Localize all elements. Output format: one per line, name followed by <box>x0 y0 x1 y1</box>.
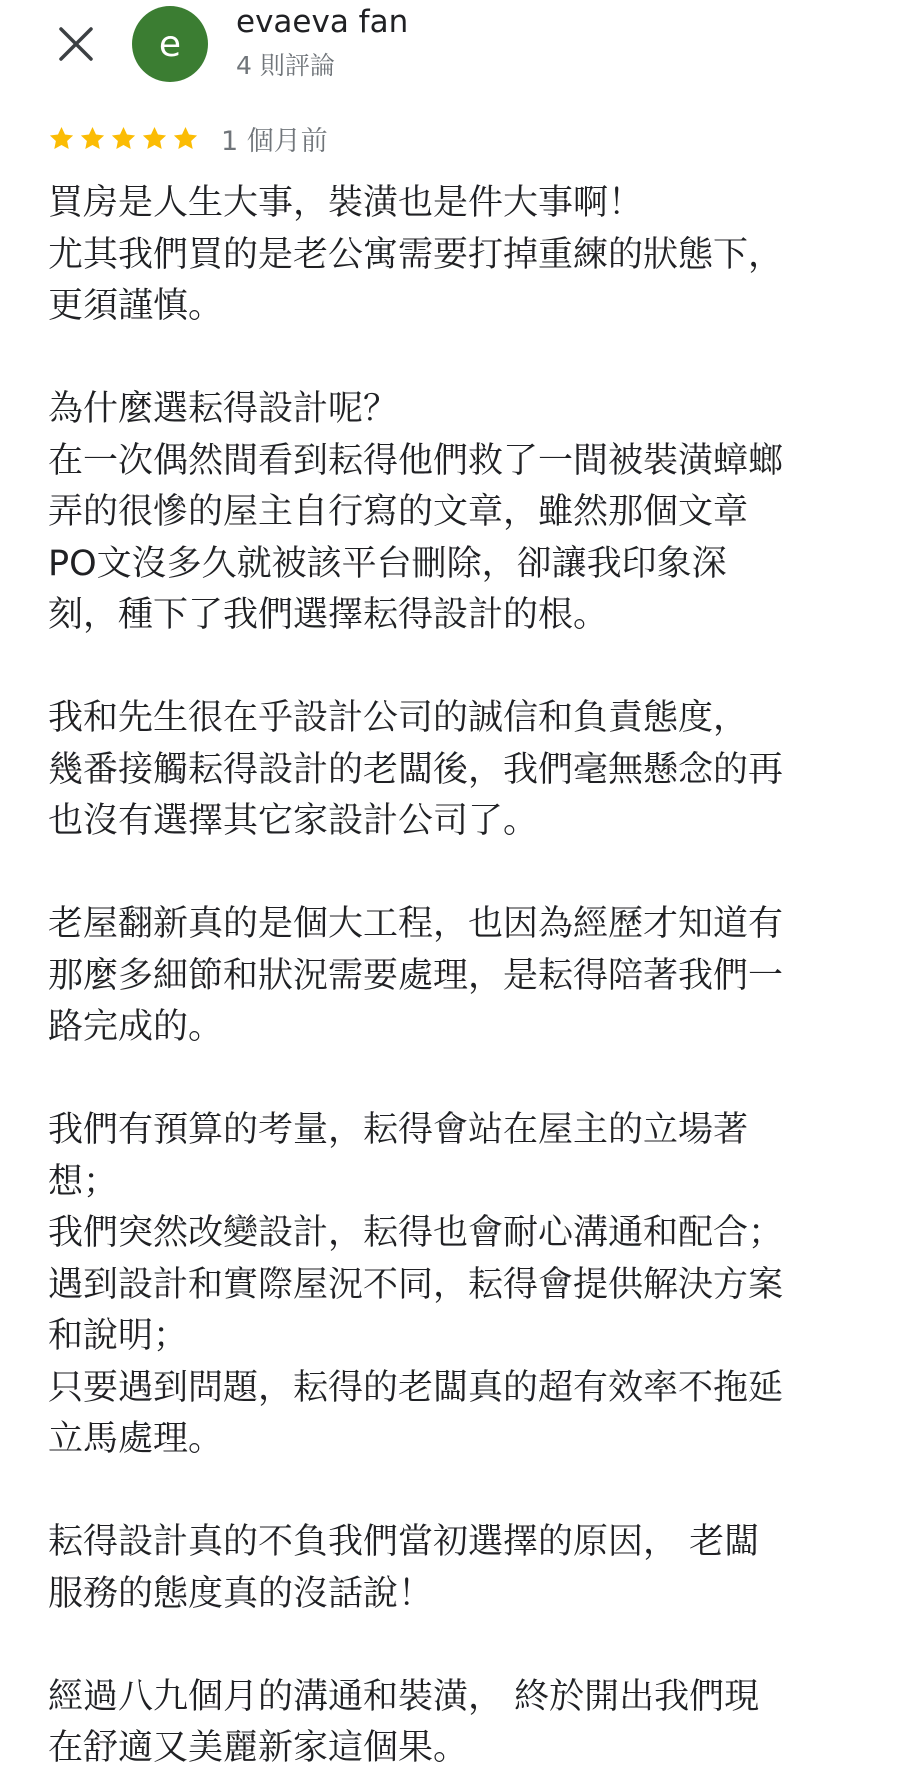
close-icon[interactable] <box>58 26 94 66</box>
review-line: 在一次偶然間看到耘得他們救了一間被裝潢蟑螂 <box>48 440 784 481</box>
review-line: 只要遇到問題，耘得的老闆真的超有效率不拖延 <box>48 1367 784 1408</box>
review-line: 那麼多細節和狀況需要處理，是耘得陪著我們一 <box>48 955 784 996</box>
review-line: 幾番接觸耘得設計的老闆後，我們毫無懸念的再 <box>48 749 784 790</box>
review-line: 在舒適又美麗新家這個果。 <box>48 1728 469 1768</box>
review-count[interactable]: 4 則評論 <box>236 51 335 80</box>
review-line <box>48 333 878 385</box>
star-icon <box>110 125 137 152</box>
star-icon <box>48 125 75 152</box>
avatar[interactable] <box>132 6 208 82</box>
avatar-letter: e <box>158 23 182 65</box>
review-line: 耘得設計真的不負我們當初選擇的原因， 老闆 <box>48 1522 760 1562</box>
star-icon <box>141 125 168 152</box>
review-line: 為什麼選耘得設計呢？ <box>48 389 399 429</box>
review-line: 更須謹慎。 <box>48 286 224 326</box>
review-line: 尤其我們買的是老公寓需要打掉重練的狀態下， <box>48 234 784 275</box>
review-line: 也沒有選擇其它家設計公司了。 <box>48 801 539 841</box>
review-line <box>48 848 878 900</box>
review-line: 我們突然改變設計，耘得也會耐心溝通和配合； <box>48 1213 784 1253</box>
star-icon <box>172 125 199 152</box>
review-line: 我們有預算的考量，耘得會站在屋主的立場著 <box>48 1110 749 1150</box>
review-line: 買房是人生大事，裝潢也是件大事啊！ <box>48 183 644 223</box>
review-line: 想； <box>48 1161 119 1202</box>
author-name[interactable]: evaeva fan <box>236 4 409 40</box>
close-button[interactable] <box>48 18 104 74</box>
rating-row <box>48 118 328 158</box>
review-line: 服務的態度真的沒話說！ <box>48 1573 434 1614</box>
review-line: PO文沒多久就被該平台刪除，卻讓我印象深 <box>48 543 727 584</box>
review-line: 弄的很慘的屋主自行寫的文章，雖然那個文章 <box>48 492 749 532</box>
review-line: 經過八九個月的溝通和裝潢， 終於開出我們現 <box>48 1676 760 1717</box>
review-line: 老屋翻新真的是個大工程，也因為經歷才知道有 <box>48 904 784 944</box>
review-date: 1 個月前 <box>221 125 328 157</box>
star-icon <box>79 125 106 152</box>
review-line: 路完成的。 <box>48 1007 224 1047</box>
review-line <box>48 1620 878 1672</box>
review-line: 遇到設計和實際屋況不同，耘得會提供解決方案 <box>48 1264 784 1305</box>
review-line <box>48 1054 878 1106</box>
review-line <box>48 1466 878 1518</box>
review-line: 刻，種下了我們選擇耘得設計的根。 <box>48 595 609 635</box>
review-line: 立馬處理。 <box>48 1419 224 1459</box>
review-line <box>48 642 878 694</box>
review-line: 我和先生很在乎設計公司的誠信和負責態度， <box>48 698 749 738</box>
review-line: 和說明； <box>48 1316 189 1356</box>
star-rating <box>48 125 199 152</box>
review-header <box>0 0 916 96</box>
review-text <box>48 178 878 1775</box>
